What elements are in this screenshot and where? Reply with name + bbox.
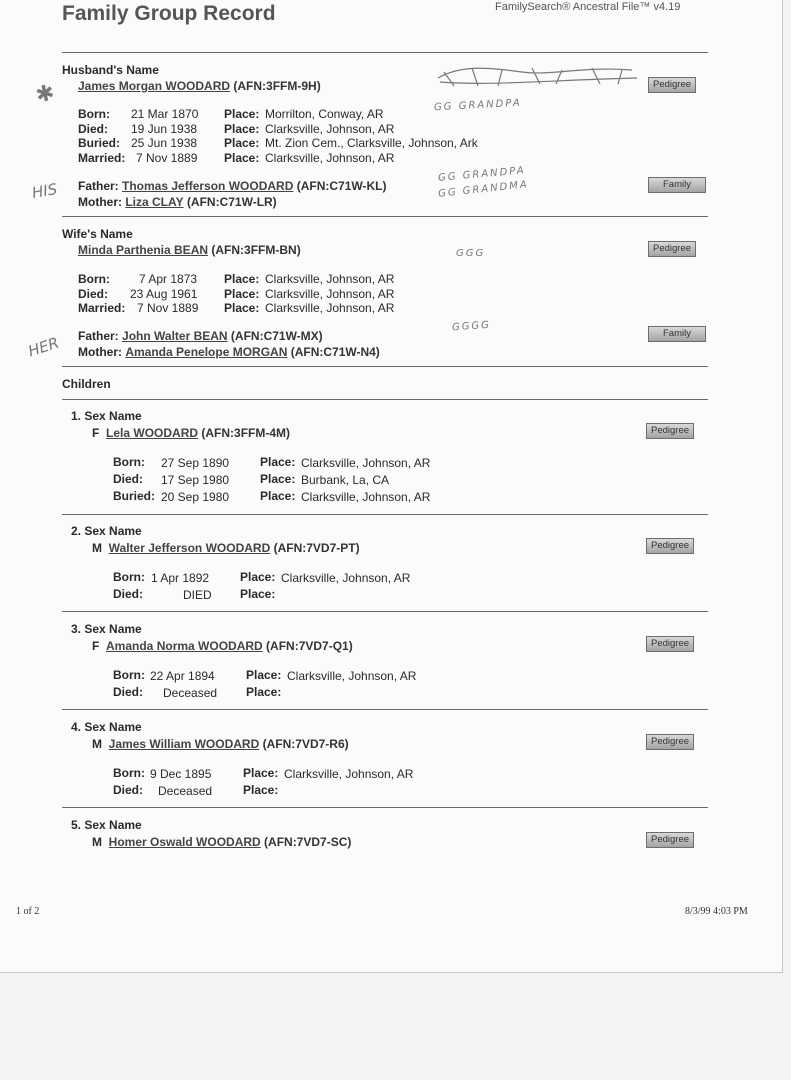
child-1-died-place-label: Place: xyxy=(260,472,296,486)
husband-father-link[interactable]: Thomas Jefferson WOODARD xyxy=(122,179,294,193)
child-3-name-link[interactable]: Amanda Norma WOODARD xyxy=(106,639,263,653)
child-4-pedigree-button[interactable]: Pedigree xyxy=(646,734,694,750)
wife-father-link[interactable]: John Walter BEAN xyxy=(122,329,228,343)
child-3-died-place-label: Place: xyxy=(246,685,282,699)
divider xyxy=(62,709,708,710)
note-gg-grandpa: GG GRANDPA xyxy=(437,165,527,184)
child-4-died-date: Deceased xyxy=(158,784,213,798)
wife-born-place: Clarksville, Johnson, AR xyxy=(265,272,395,286)
children-heading: Children xyxy=(62,377,111,391)
husband-born-place-label: Place: xyxy=(224,107,260,121)
husband-name-link[interactable]: James Morgan WOODARD xyxy=(78,79,231,93)
child-1-heading: 1. Sex Name xyxy=(71,409,142,423)
husband-buried-place: Mt. Zion Cem., Clarksville, Johnson, Ark xyxy=(265,136,478,150)
child-1-died-label: Died: xyxy=(113,472,143,486)
star-mark: ✱ xyxy=(33,80,57,109)
divider xyxy=(62,52,708,53)
child-1-buried-label: Buried: xyxy=(113,489,155,503)
wife-died-place: Clarksville, Johnson, AR xyxy=(265,287,395,301)
note-gg-grandpa-husband: GG GRANDPA xyxy=(433,97,523,114)
note-her: HER xyxy=(25,333,62,361)
child-1-born-place: Clarksville, Johnson, AR xyxy=(301,456,431,470)
child-4-afn: (AFN:7VD7-R6) xyxy=(262,737,349,751)
wife-married-place: Clarksville, Johnson, AR xyxy=(265,301,395,315)
husband-buried-label: Buried: xyxy=(78,136,120,150)
child-2-name-line xyxy=(92,541,360,555)
child-4-heading: 4. Sex Name xyxy=(71,720,142,734)
wife-married-label: Married: xyxy=(78,301,126,315)
husband-born-date: 21 Mar 1870 xyxy=(131,107,199,121)
husband-heading: Husband's Name xyxy=(62,63,159,77)
husband-father-label: Father: xyxy=(78,179,119,193)
child-1-afn: (AFN:3FFM-4M) xyxy=(201,426,291,440)
child-1-died-date: 17 Sep 1980 xyxy=(161,473,230,487)
wife-mother-link[interactable]: Amanda Penelope MORGAN xyxy=(125,345,288,359)
note-his: HIS xyxy=(30,179,59,203)
divider xyxy=(62,216,708,217)
divider xyxy=(62,399,708,400)
husband-born-label: Born: xyxy=(78,107,110,121)
wife-born-label: Born: xyxy=(78,272,110,286)
page-title: Family Group Record xyxy=(62,2,276,25)
wife-father-afn: (AFN:C71W-MX) xyxy=(230,329,323,343)
husband-buried-date: 25 Jun 1938 xyxy=(131,136,198,150)
husband-married-label: Married: xyxy=(78,151,126,165)
wife-married-date: 7 Nov 1889 xyxy=(137,301,199,315)
print-timestamp: 8/3/99 4:03 PM xyxy=(685,906,748,917)
note-gggg: GGGG xyxy=(451,319,492,334)
child-1-born-label: Born: xyxy=(113,455,145,469)
child-1-name-link[interactable]: Lela WOODARD xyxy=(106,426,199,440)
child-5-sex: M xyxy=(92,835,102,849)
child-4-born-place-label: Place: xyxy=(243,766,279,780)
child-3-name-line xyxy=(92,639,353,653)
child-1-sex: F xyxy=(92,426,100,440)
child-1-born-date: 27 Sep 1890 xyxy=(161,456,230,470)
child-4-born-label: Born: xyxy=(113,766,145,780)
child-3-died-label: Died: xyxy=(113,685,143,699)
child-1-name-line xyxy=(92,426,290,440)
child-1-born-place-label: Place: xyxy=(260,455,296,469)
child-1-buried-place-label: Place: xyxy=(260,489,296,503)
note-gg-grandma: GG GRANDMA xyxy=(437,179,530,200)
wife-mother-afn: (AFN:C71W-N4) xyxy=(290,345,380,359)
version-label: FamilySearch® Ancestral File™ v4.19 xyxy=(495,1,681,13)
child-3-born-label: Born: xyxy=(113,668,145,682)
child-5-pedigree-button[interactable]: Pedigree xyxy=(646,832,694,848)
wife-afn: (AFN:3FFM-BN) xyxy=(211,243,301,257)
wife-name-line xyxy=(78,243,301,257)
child-5-name-link[interactable]: Homer Oswald WOODARD xyxy=(108,835,261,849)
husband-father-line xyxy=(78,179,386,193)
wife-name-link[interactable]: Minda Parthenia BEAN xyxy=(78,243,209,257)
child-4-name-link[interactable]: James William WOODARD xyxy=(108,737,260,751)
husband-died-date: 19 Jun 1938 xyxy=(131,122,198,136)
child-1-buried-date: 20 Sep 1980 xyxy=(161,490,230,504)
child-2-died-place-label: Place: xyxy=(240,587,276,601)
husband-died-place: Clarksville, Johnson, AR xyxy=(265,122,395,136)
child-4-died-place-label: Place: xyxy=(243,783,279,797)
child-3-afn: (AFN:7VD7-Q1) xyxy=(266,639,353,653)
husband-born-place: Morrilton, Conway, AR xyxy=(265,107,384,121)
child-2-born-date: 1 Apr 1892 xyxy=(151,571,210,585)
husband-afn: (AFN:3FFM-9H) xyxy=(233,79,321,93)
child-2-sex: M xyxy=(92,541,102,555)
child-2-born-place: Clarksville, Johnson, AR xyxy=(281,571,411,585)
child-3-born-date: 22 Apr 1894 xyxy=(150,669,215,683)
child-3-heading: 3. Sex Name xyxy=(71,622,142,636)
husband-name-line xyxy=(78,79,321,93)
child-3-pedigree-button[interactable]: Pedigree xyxy=(646,636,694,652)
child-4-sex: M xyxy=(92,737,102,751)
divider xyxy=(62,611,708,612)
child-2-name-link[interactable]: Walter Jefferson WOODARD xyxy=(108,541,271,555)
husband-married-place: Clarksville, Johnson, AR xyxy=(265,151,395,165)
wife-died-label: Died: xyxy=(78,287,108,301)
wife-born-place-label: Place: xyxy=(224,272,260,286)
husband-mother-link[interactable]: Liza CLAY xyxy=(125,195,184,209)
husband-father-afn: (AFN:C71W-KL) xyxy=(296,179,387,193)
child-2-died-date: DIED xyxy=(183,588,212,602)
child-3-born-place-label: Place: xyxy=(246,668,282,682)
child-1-pedigree-button[interactable]: Pedigree xyxy=(646,423,694,439)
page-number: 1 of 2 xyxy=(16,906,40,917)
child-5-heading: 5. Sex Name xyxy=(71,818,142,832)
child-1-buried-place: Clarksville, Johnson, AR xyxy=(301,490,431,504)
child-3-died-date: Deceased xyxy=(163,686,218,700)
child-5-afn: (AFN:7VD7-SC) xyxy=(264,835,352,849)
wife-born-date: 7 Apr 1873 xyxy=(139,272,198,286)
husband-mother-label: Mother: xyxy=(78,195,122,209)
wife-pedigree-button[interactable]: Pedigree xyxy=(648,241,696,257)
child-2-born-label: Born: xyxy=(113,570,145,584)
child-2-afn: (AFN:7VD7-PT) xyxy=(273,541,360,555)
child-3-sex: F xyxy=(92,639,100,653)
wife-mother-label: Mother: xyxy=(78,345,122,359)
divider xyxy=(62,366,708,367)
divider xyxy=(62,514,708,515)
child-2-heading: 2. Sex Name xyxy=(71,524,142,538)
wife-died-date: 23 Aug 1961 xyxy=(130,287,198,301)
husband-pedigree-button[interactable]: Pedigree xyxy=(648,77,696,93)
husband-married-place-label: Place: xyxy=(224,151,260,165)
child-3-born-place: Clarksville, Johnson, AR xyxy=(287,669,417,683)
child-4-born-date: 9 Dec 1895 xyxy=(150,767,212,781)
child-1-died-place: Burbank, La, CA xyxy=(301,473,390,487)
child-4-born-place: Clarksville, Johnson, AR xyxy=(284,767,414,781)
wife-heading: Wife's Name xyxy=(62,227,133,241)
wife-father-label: Father: xyxy=(78,329,119,343)
wife-died-place-label: Place: xyxy=(224,287,260,301)
husband-family-button[interactable]: Family xyxy=(648,177,706,193)
scribble-mark xyxy=(432,58,644,92)
husband-died-place-label: Place: xyxy=(224,122,260,136)
husband-mother-line xyxy=(78,195,277,209)
child-5-name-line xyxy=(92,835,351,849)
child-2-pedigree-button[interactable]: Pedigree xyxy=(646,538,694,554)
child-4-name-line xyxy=(92,737,349,751)
child-2-died-label: Died: xyxy=(113,587,143,601)
husband-buried-place-label: Place: xyxy=(224,136,260,150)
child-2-born-place-label: Place: xyxy=(240,570,276,584)
wife-married-place-label: Place: xyxy=(224,301,260,315)
husband-mother-afn: (AFN:C71W-LR) xyxy=(186,195,277,209)
divider xyxy=(62,807,708,808)
husband-died-label: Died: xyxy=(78,122,108,136)
child-4-died-label: Died: xyxy=(113,783,143,797)
wife-family-button[interactable]: Family xyxy=(648,326,706,342)
note-ggg: GGG xyxy=(456,248,486,259)
wife-mother-line xyxy=(78,345,380,359)
husband-married-date: 7 Nov 1889 xyxy=(136,151,198,165)
wife-father-line xyxy=(78,329,323,343)
